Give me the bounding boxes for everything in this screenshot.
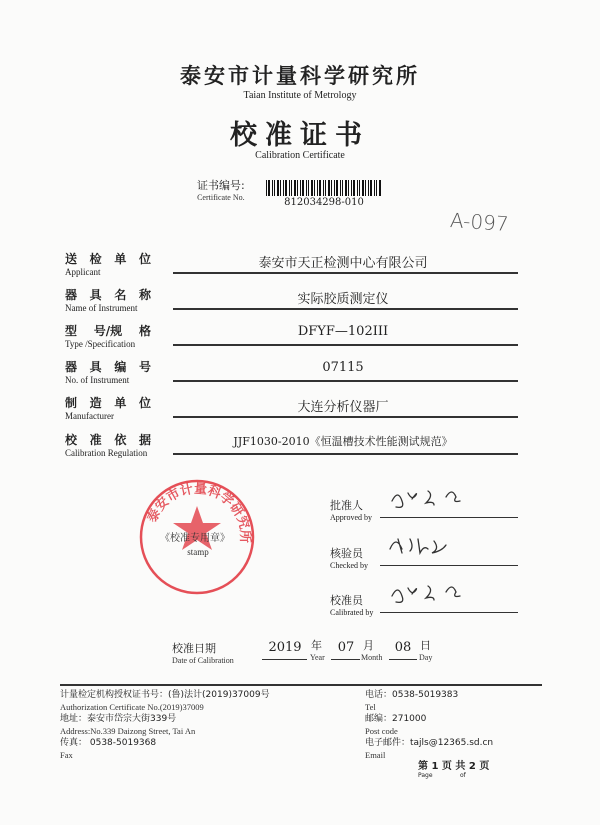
barcode-bar: [291, 180, 292, 196]
barcode-bar: [302, 180, 304, 196]
field-value: DFYF—102III: [297, 324, 389, 339]
barcode-bar: [345, 180, 347, 196]
page-en: Page: [418, 772, 433, 779]
field-value: 07115: [322, 360, 364, 375]
barcode-bar: [285, 180, 287, 196]
field-label: [65, 250, 165, 277]
field-label-char: 具: [89, 360, 102, 374]
barcode-bar: [277, 180, 279, 196]
barcode-bar: [351, 180, 352, 196]
barcode-bar: [283, 180, 284, 196]
signature-line: [380, 612, 518, 613]
field-underline: [173, 272, 518, 274]
field-label-char: 制: [65, 396, 78, 410]
field-label-char: 检: [89, 252, 102, 266]
field-label-char: 具: [89, 288, 102, 302]
field-label: [65, 358, 165, 385]
barcode-bar: [362, 180, 364, 196]
fax-cn: 传真： 0538-5019368: [60, 738, 157, 748]
barcode-bar: [314, 180, 315, 196]
signature-label-en: Checked by: [330, 561, 368, 570]
tel-cn: 电话：0538-5019383: [365, 690, 459, 700]
field-value: 泰安市天正检测中心有限公司: [258, 256, 428, 271]
barcode-bar: [342, 180, 343, 196]
barcode-bar: [376, 180, 377, 196]
month-en: Month: [361, 653, 383, 662]
barcode-bar: [336, 180, 338, 196]
signature-label-en: Approved by: [330, 513, 372, 522]
field-underline: [173, 453, 518, 455]
barcode-bar: [365, 180, 366, 196]
handwritten-note: A-097: [449, 207, 510, 237]
barcode-bar: [306, 180, 307, 196]
certificate-no-label: [197, 177, 245, 202]
field-label: [65, 286, 165, 313]
field-label-char: 准: [89, 433, 102, 447]
field-underline: [173, 380, 518, 382]
field-label-cn: [65, 250, 151, 267]
field-label-char: 称: [138, 288, 151, 302]
field-label-char: 送: [65, 252, 78, 266]
footer-divider: [60, 684, 542, 686]
email-cn: 电子邮件：tajls@12365.sd.cn: [365, 738, 494, 748]
barcode-bar: [348, 180, 349, 196]
field-label-en: Manufacturer: [65, 411, 114, 421]
handwritten-signature: [388, 582, 468, 604]
barcode-bar: [368, 180, 369, 196]
field-label-cn: [65, 322, 151, 339]
of-en: of: [460, 772, 466, 779]
field-label-char: 单: [114, 396, 127, 410]
calibration-date-label: [172, 640, 234, 665]
field-label-char: 号: [138, 360, 151, 374]
barcode-bar: [274, 180, 275, 196]
signature-label-cn: 批准人: [330, 499, 363, 512]
certificate-no-label-en: Certificate No.: [197, 193, 245, 202]
field-label-char: 器: [65, 288, 78, 302]
year-en: Year: [310, 653, 325, 662]
signature-line: [380, 517, 518, 518]
signature-label-cn: 核验员: [330, 547, 363, 560]
field-label: [65, 431, 165, 458]
handwritten-signature: [388, 487, 468, 509]
field-value: JJF1030-2010《恒温槽技术性能测试规范》: [233, 435, 453, 448]
fax-en: Fax: [60, 750, 73, 760]
stamp-en-text: stamp: [187, 547, 209, 557]
field-label-en: Calibration Regulation: [65, 448, 148, 458]
barcode: [266, 180, 383, 196]
barcode-bar: [319, 180, 321, 196]
signature-label: [330, 497, 372, 522]
field-value: 实际胶质测定仪: [297, 292, 389, 307]
signature-label: [330, 545, 368, 570]
field-label-cn: [65, 394, 151, 411]
field-underline: [173, 416, 518, 418]
barcode-bar: [331, 180, 332, 196]
field-value: 大连分析仪器厂: [297, 400, 389, 415]
barcode-bar: [325, 180, 326, 196]
field-label-char: 编: [114, 360, 127, 374]
stamp-ring-text: 泰安市计量科学研究所: [144, 481, 253, 544]
day-cn: 日: [420, 639, 431, 652]
field-label-en: Name of Instrument: [65, 303, 138, 313]
barcode-bar: [370, 180, 372, 196]
signature-label: [330, 592, 373, 617]
barcode-bar: [323, 180, 324, 196]
field-label-char: 位: [138, 396, 151, 410]
barcode-bar: [266, 180, 267, 196]
barcode-bar: [300, 180, 301, 196]
field-label-char: 校: [65, 433, 78, 447]
footer-left: [60, 689, 270, 761]
field-label-cn: [65, 431, 151, 448]
barcode-bar: [379, 180, 381, 196]
field-label-char: 号/规: [93, 324, 123, 338]
field-label-char: 名: [114, 288, 127, 302]
date-label-en: Date of Calibration: [172, 656, 234, 665]
year-cn: 年: [311, 639, 322, 652]
signature-label-cn: 校准员: [330, 594, 363, 607]
auth-cert-cn: 计量检定机构授权证书号：(鲁)法计(2019)37009号: [60, 690, 270, 700]
certificate-number: 812034298-010: [284, 197, 364, 208]
postcode-cn: 邮编：271000: [365, 714, 427, 724]
field-label-char: 据: [138, 433, 151, 447]
barcode-bar: [334, 180, 335, 196]
barcode-bar: [294, 180, 296, 196]
field-label-char: 造: [89, 396, 102, 410]
barcode-bar: [289, 180, 290, 196]
postcode-en: Post code: [365, 726, 398, 736]
stamp-center-text: 《校准专用章》: [160, 533, 230, 544]
footer-right: [365, 689, 493, 761]
barcode-bar: [328, 180, 330, 196]
day-en: Day: [419, 653, 433, 662]
month-cn: 月: [363, 639, 374, 652]
tel-en: Tel: [365, 702, 376, 712]
certificate-no-label-cn: 证书编号:: [197, 179, 245, 192]
field-label-cn: [65, 286, 151, 303]
field-label-en: Type /Specification: [65, 339, 136, 349]
document-title-en: Calibration Certificate: [255, 150, 345, 161]
address-cn: 地址：泰安市岱宗大街339号: [60, 714, 177, 724]
field-label-char: 格: [138, 324, 151, 338]
barcode-bar: [297, 180, 298, 196]
field-label-char: 型: [65, 324, 78, 338]
field-label-cn: [65, 358, 151, 375]
barcode-bar: [340, 180, 341, 196]
date-label-cn: 校准日期: [172, 642, 216, 655]
barcode-bar: [357, 180, 358, 196]
field-underline: [173, 344, 518, 346]
field-label-char: 器: [65, 360, 78, 374]
email-en: Email: [365, 750, 386, 760]
field-label: [65, 322, 165, 349]
document-title: 校准证书: [230, 120, 370, 151]
barcode-bar: [353, 180, 355, 196]
field-label-char: 依: [114, 433, 127, 447]
date-day: 08: [394, 640, 412, 655]
field-label-en: Applicant: [65, 267, 101, 277]
handwritten-signature: [388, 535, 468, 557]
barcode-bar: [374, 180, 375, 196]
barcode-bar: [268, 180, 270, 196]
date-year: 2019: [268, 640, 302, 655]
auth-cert-en: Authorization Certificate No.(2019)37009: [60, 702, 204, 712]
barcode-bar: [272, 180, 273, 196]
institute-name-en: Taian Institute of Metrology: [243, 90, 357, 101]
institute-name: 泰安市计量科学研究所: [180, 64, 420, 88]
signature-line: [380, 565, 518, 566]
signature-label-en: Calibrated by: [330, 608, 374, 617]
page-number: 第 1 页 共 2 页: [418, 761, 490, 772]
barcode-bar: [311, 180, 313, 196]
barcode-bar: [280, 180, 281, 196]
address-en: Address:No.339 Daizong Street, Tai An: [60, 726, 196, 736]
field-label: [65, 394, 165, 421]
barcode-bar: [308, 180, 309, 196]
barcode-bar: [317, 180, 318, 196]
field-label-en: No. of Instrument: [65, 375, 130, 385]
field-label-char: 单: [114, 252, 127, 266]
field-underline: [173, 308, 518, 310]
date-month: 07: [337, 640, 355, 655]
field-label-char: 位: [138, 252, 151, 266]
barcode-bar: [359, 180, 360, 196]
